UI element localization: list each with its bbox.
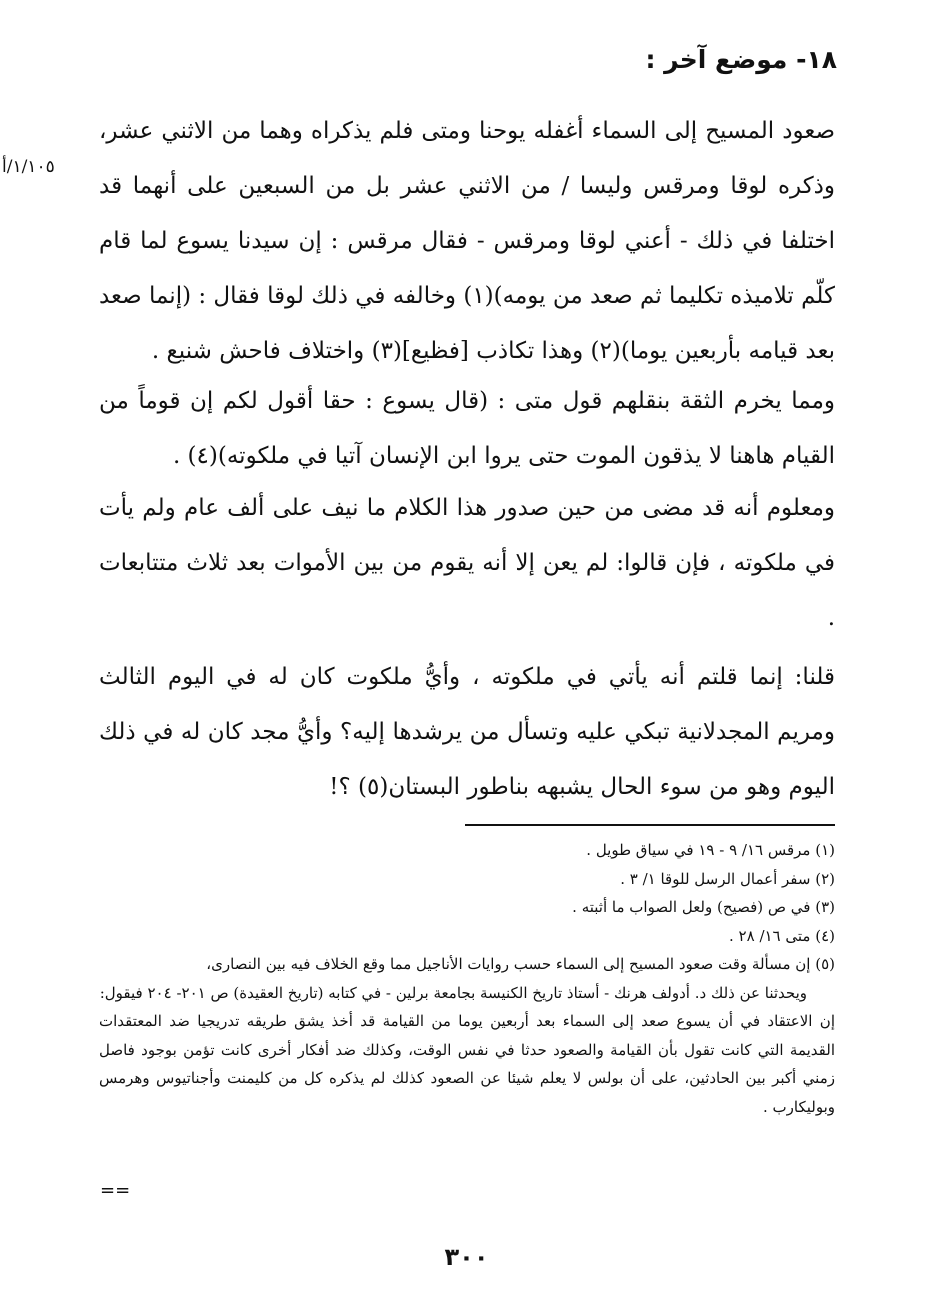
footnote-1: (١) مرقس ١٦/ ٩ - ١٩ في سياق طويل . — [586, 841, 835, 859]
paragraph-ascension: صعود المسيح إلى السماء أغفله يوحنا ومتى فلم يذكراه وهما من الاثني عشر، وذكره لوقا ومرقس وليسا / من الاثني عشر بل من السبعين على أنهما قد اختلفا في ذلك - أعني لوقا ومرقس - فقال مرقس : إن سيدنا يسوع لما قام كلّم تلاميذه تكليما ثم صعد من يومه)(١) وخالفه في ذلك لوقا فقال : (إنما صعد بعد قيامه بأربعين يوما)(٢) وهذا تكاذب [فظيع](٣) واختلاف فاحش شنيع . — [98, 118, 835, 364]
footnotes — [99, 836, 835, 1121]
page-number: ٣٠٠ — [444, 1243, 489, 1271]
footnote-5-continuation: ويحدثنا عن ذلك د. أدولف هرنك - أستاذ تاريخ الكنيسة بجامعة برلين - في كتابه (تاريخ العقيدة) ص ٢٠١- ٢٠٤ فيقول: — [99, 983, 807, 1002]
footnote-5: (٥) إن مسألة وقت صعود المسيح إلى السماء حسب روايات الأناجيل مما وقع الخلاف فيه بين النصارى، — [206, 955, 835, 973]
footnote-2: (٢) سفر أعمال الرسل للوقا ١/ ٣ . — [620, 869, 835, 888]
footnote-4: (٤) متى ١٦/ ٢٨ . — [729, 926, 835, 945]
paragraph-matthew-quote: ومما يخرم الثقة بنقلهم قول متى : (قال يسوع : حقا أقول لكم إن قوماً من القيام هاهنا لا يذقون الموت حتى يروا ابن الإنسان آتيا في ملكوته)(٤) . — [99, 388, 835, 469]
footnote-5-quotation: إن الاعتقاد في أن يسوع صعد إلى السماء بعد أربعين يوما من القيامة قد أخذ يشق طريقه تدريجيا ضد المعتقدات القديمة التي كانت تقول بأن القيامة والصعود حدثا في نفس الوقت، وكذلك ضد أفكار أخرى كانت تؤمن بوجود فاصل زمني أكبر بين الحادثين، على أن بولس لا يعلم شيئا عن الصعود كذلك لم يذكره كل من كليمنت وأجناتيوس وهرمس وبوليكارب . — [99, 1012, 835, 1116]
paragraph-reply: قلنا: إنما قلتم أنه يأتي في ملكوته ، وأيُّ ملكوت كان له في اليوم الثالث ومريم المجدلانية تبكي عليه وتسأل من يرشدها إليه؟ وأيُّ مجد كان له في ذلك اليوم وهو من سوء الحال يشبهه بناطور البستان(٥) ؟! — [99, 664, 835, 800]
paragraph-thousand-years: ومعلوم أنه قد مضى من حين صدور هذا الكلام ما نيف على ألف عام ولم يأت في ملكوته ، فإن قالوا: لم يعن إلا أنه يقوم من بين الأموات بعد ثلاث متتابعات . — [99, 495, 835, 631]
section-heading: ١٨- موضع آخر : — [645, 45, 837, 74]
manuscript-folio-reference: ١/١٠٥/أ — [2, 157, 55, 177]
footnote-separator — [465, 824, 835, 826]
footnote-3: (٣) في ص (فصيح) ولعل الصواب ما أثبته . — [572, 898, 835, 916]
continuation-mark: == — [100, 1180, 131, 1201]
